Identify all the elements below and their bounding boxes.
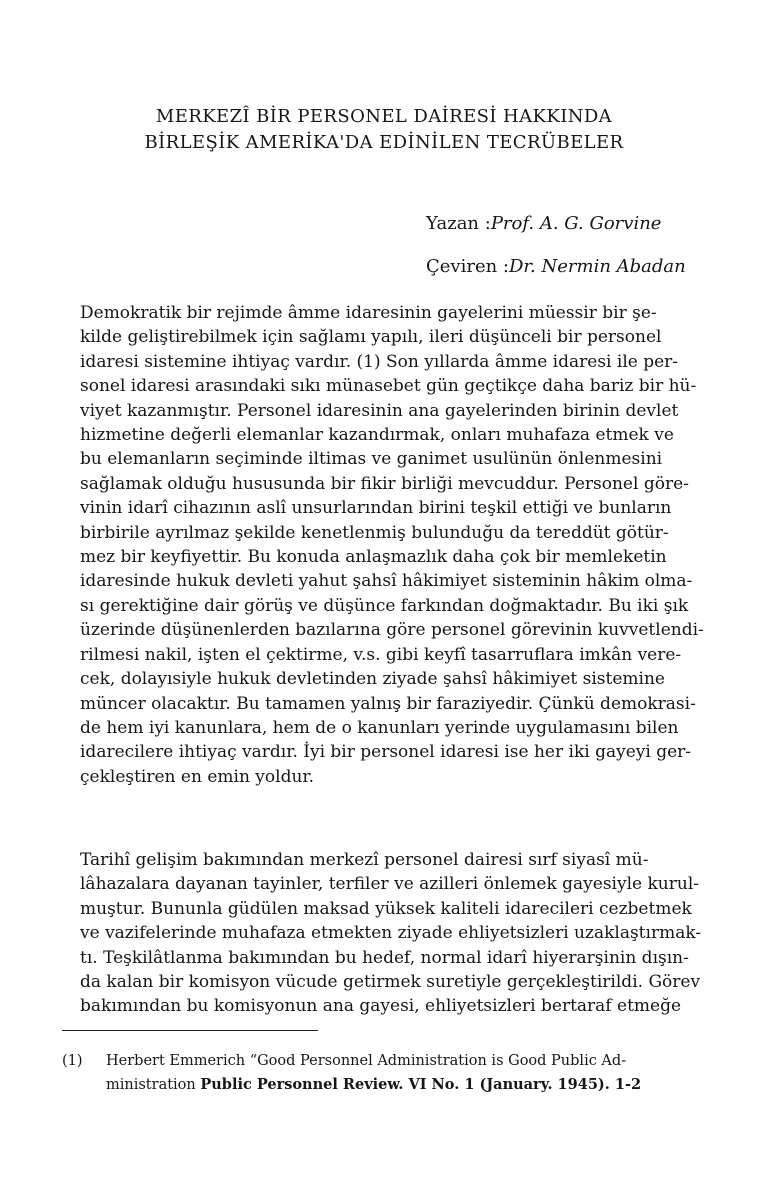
- body-paragraph-2: Tarihî gelişim bakımından merkezî personel dairesi sırf siyasî mü- lâhazalara dayanan tayinler, terfiler ve azilleri önlemek gayesiyle kurul- muştur. Bununla güdülen maksad yüksek kaliteli idarecileri cezbetmek ve vazifelerinde muhafaza etmekten ziyade ehliyetsizleri uzaklaştırmak- tı. Teşkilâtlanma bakımından bu hedef, normal idarî hiyerarşinin dışın- da kalan bir komisyon vücude getirmek suretiyle gerçekleştirildi. Görev bakımından bu komisyonun ana gayesi, ehliyetsizleri bertaraf etmeğe: [80, 850, 702, 1017]
- author-byline: [426, 212, 661, 236]
- footnote: [62, 1050, 732, 1097]
- body-paragraph-1: Demokratik bir rejimde âmme idaresinin gayelerini müessir bir şe- kilde geliştirebilmek için sağlamı yapılı, ileri düşünceli bir personel idaresi sistemine ihtiyaç vardır. (1) Son yıllarda âmme idaresi ile per- sonel idaresi arasındaki sıkı münasebet gün geçtikçe daha bariz bir hü- viyet kazanmıştır. Personel idaresinin ana gayelerinden birinin devlet hizmetine değerli elemanlar kazandırmak, onları muhafaza etmek ve bu elemanların seçiminde iltimas ve ganimet usulünün önlenmesini sağlamak olduğu hususunda bir fikir birliği mevcuddur. Personel göre- vinin idarî cihazının aslî unsurlarından birini teşkil ettiği ve bunların birbirile ayrılmaz şekilde kenetlenmiş bulunduğu da tereddüt götür- mez bir keyfiyettir. Bu konuda anlaşmazlık daha çok bir memleketin idaresinde hukuk devleti yahut şahsî hâkimiyet sisteminin hâkim olma- sı gerektiğine dair görüş ve düşünce farkından doğmaktadır. Bu iki şık üzerinde düşünenlerden bazılarına göre personel görevinin kuvvetlendi- rilmesi nakil, işten el çektirme, v.s. gibi keyfî tasarruflara imkân vere- cek, dolayısiyle hukuk devletinden ziyade şahsî hâkimiyet sistemine müncer olacaktır. Bu tamamen yalnış bir faraziyedir. Çünkü demokrasi- de hem iyi kanunlara, hem de o kanunları yerinde uygulamasını bilen idarecilere ihtiyaç vardır. İyi bir personel idaresi ise her iki gayeyi ger- çekleştiren en emin yoldur.: [80, 303, 704, 787]
- title-line-1: MERKEZÎ BİR PERSONEL DAİRESİ HAKKINDA: [155, 106, 613, 127]
- footnote-line-2: [62, 1073, 732, 1097]
- translator-name: Dr. Nermin Abadan: [509, 256, 686, 277]
- title-line-2: BİRLEŞİK AMERİKA'DA EDİNİLEN TECRÜBELER: [144, 132, 624, 153]
- author-name: Prof. A. G. Gorvine: [490, 213, 662, 234]
- footnote-line-1: Herbert Emmerich “Good Personnel Administration is Good Public Ad-: [106, 1053, 627, 1069]
- author-label: Yazan :: [426, 213, 491, 234]
- footnote-citation: Public Personnel Review. VI No. 1 (January. 1945). 1-2: [200, 1076, 642, 1093]
- footnote-marker: (1): [62, 1053, 83, 1069]
- footnote-divider: [62, 1030, 318, 1031]
- translator-label: Çeviren :: [426, 256, 509, 277]
- translator-byline: [426, 255, 686, 279]
- footnote-line-2-plain: ministration: [106, 1077, 196, 1093]
- article-title: [0, 104, 768, 156]
